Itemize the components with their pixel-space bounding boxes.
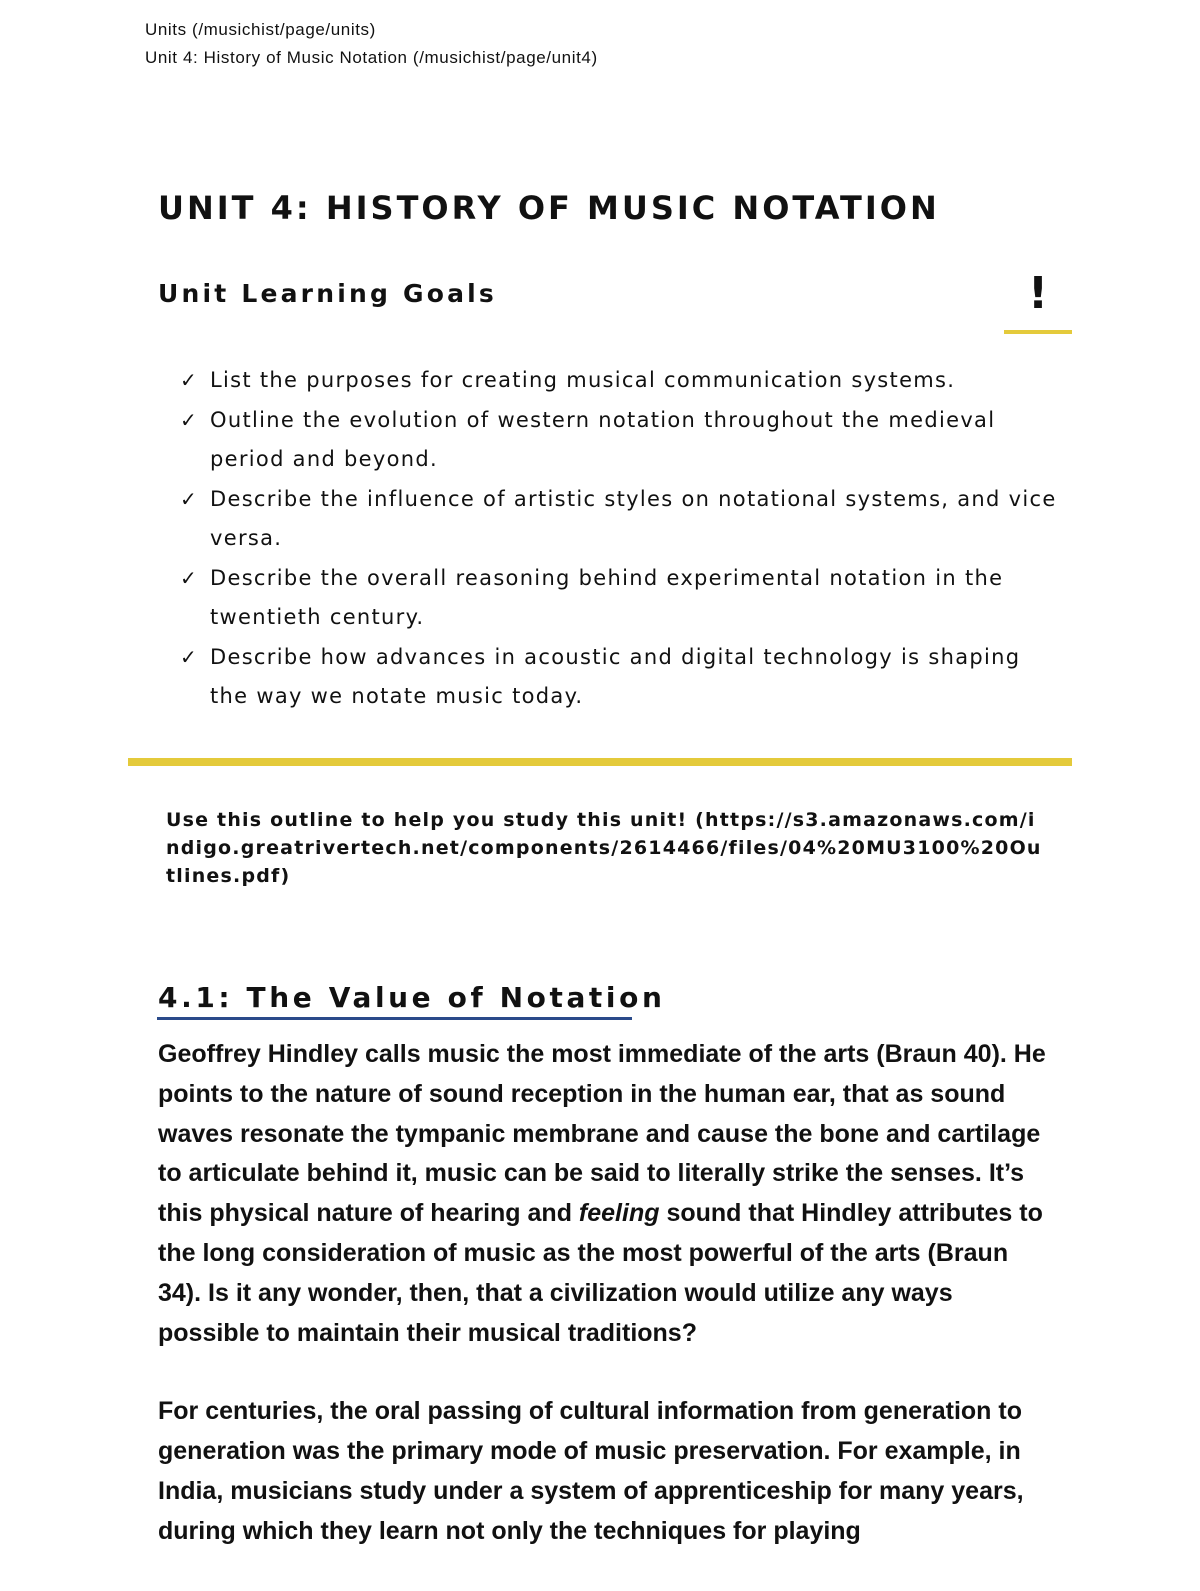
- learning-goals-heading: Unit Learning Goals: [158, 279, 497, 308]
- list-item: [180, 638, 1060, 717]
- check-icon: ✓: [180, 565, 199, 590]
- goal-text: Describe the overall reasoning behind experimental notation in the twentieth century.: [210, 565, 1004, 629]
- emphasis-text: feeling: [578, 1199, 660, 1228]
- list-item: [180, 559, 1060, 638]
- breadcrumb-link-units[interactable]: Units (/musichist/page/units): [145, 20, 376, 39]
- learning-goals-list: [180, 361, 1060, 717]
- check-icon: ✓: [180, 368, 199, 392]
- exclamation-underline: [1004, 330, 1072, 334]
- section-body: [158, 1035, 1048, 1591]
- section-heading: 4.1: The Value of Notation: [158, 981, 666, 1014]
- list-item: [180, 361, 1060, 401]
- check-icon: ✓: [180, 486, 199, 511]
- exclamation-icon: [1004, 268, 1072, 334]
- check-icon: ✓: [180, 407, 199, 432]
- list-item: [180, 480, 1060, 559]
- breadcrumb-link-unit4[interactable]: Unit 4: History of Music Notation (/musichist/page/unit4): [145, 48, 598, 67]
- section-heading-underline: [157, 1017, 632, 1020]
- list-item: [180, 401, 1060, 480]
- paragraph-text: sound that Hindley attributes to the long consideration of music as the most powerful of the arts (Braun 34). Is it any wonder, then, that a civilization would utilize any ways possible to maintain their musical traditions?: [158, 1199, 1043, 1347]
- breadcrumb: [145, 16, 598, 72]
- goal-text: Describe the influence of artistic styles on notational systems, and vice versa.: [210, 486, 1057, 550]
- check-icon: ✓: [180, 644, 199, 669]
- goal-text: Describe how advances in acoustic and digital technology is shaping the way we notate music today.: [210, 644, 1021, 708]
- page-title: UNIT 4: HISTORY OF MUSIC NOTATION: [158, 189, 940, 227]
- goal-text: Outline the evolution of western notation throughout the medieval period and beyond.: [210, 407, 996, 471]
- outline-link[interactable]: Use this outline to help you study this unit! (https://s3.amazonaws.com/indigo.greatrivertech.net/components/2614466/files/04%20MU3100%20Outlines.pdf): [166, 809, 1042, 887]
- goal-text: List the purposes for creating musical communication systems.: [210, 368, 956, 392]
- section-divider: [128, 758, 1072, 766]
- paragraph-text: Geoffrey Hindley calls music the most immediate of the arts (Braun 40). He points to the nature of sound reception in the human ear, that as sound waves resonate the tympanic membrane and cause the bone and cartilage to articulate behind it, music can be said to literally strike the senses. It’s this physical nature of hearing and: [158, 1040, 1046, 1228]
- paragraph: [158, 1035, 1048, 1353]
- paragraph: For centuries, the oral passing of cultural information from generation to generation was the primary mode of music preservation. For example, in India, musicians study under a system of apprenticeship for many years, during which they learn not only the techniques for playing: [158, 1397, 1024, 1545]
- exclamation-mark: !: [1027, 268, 1049, 319]
